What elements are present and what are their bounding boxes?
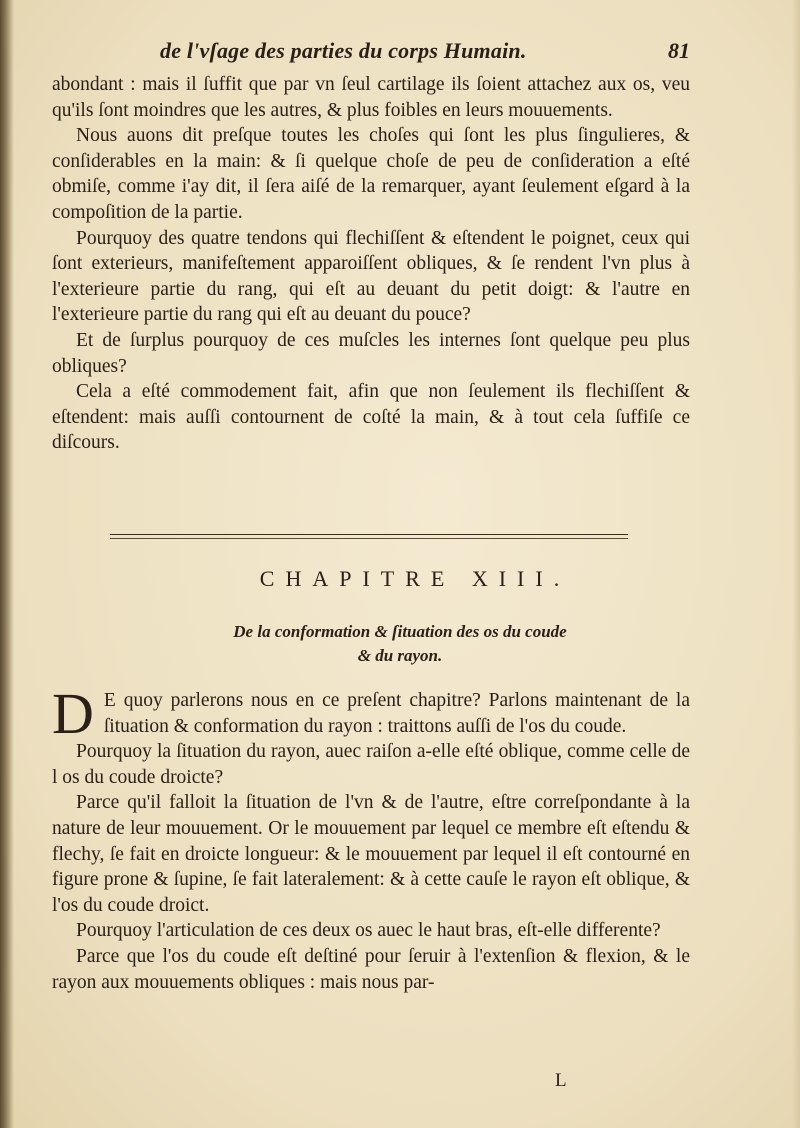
lower-text-block xyxy=(52,681,690,995)
paragraph: Pourquoy l'articulation de ces deux os auec le haut bras, eſt-elle differente? xyxy=(76,920,661,942)
paragraph: Parce que l'os du coude eſt deſtiné pour ſeruir à l'extenſion & flexion, & le rayon aux mouuements obliques : mais nous par- xyxy=(52,945,690,993)
upper-text-block xyxy=(52,72,690,456)
running-title: de l'vſage des parties du corps Humain. xyxy=(160,38,527,63)
page-number: 81 xyxy=(668,38,690,63)
paragraph: Pourquoy des quatre tendons qui flechiſſent & eſtendent le poignet, ceux qui ſont exterieurs, manifeſtement apparoiſſent obliques, & ſe rendent l'vn plus à l'exterieure partie du rang, qui eſt au deuant du petit doigt: & l'autre en l'exterieure partie du rang qui eſt au deuant du pouce? xyxy=(52,227,690,326)
binding-shadow xyxy=(0,0,14,1128)
chapter-subtitle-line: De la conformation & ſituation des os du coude xyxy=(233,622,567,641)
section-divider xyxy=(110,534,628,539)
drop-cap: D xyxy=(52,681,94,746)
paragraph: Pourquoy la ſituation du rayon, auec raiſon a-elle eſté oblique, comme celle de l os du coude droicte? xyxy=(52,741,690,788)
paragraph: abondant : mais il ſuffit que par vn ſeul cartilage ils ſoient attachez aux os, veu qu'ils ſont moindres que les autres, & plus foibles en leurs mouuements. xyxy=(52,74,690,121)
catchword: L xyxy=(555,1070,567,1091)
chapter-heading: CHAPITRE XIII. xyxy=(259,566,571,591)
paragraph: Parce qu'il falloit la ſituation de l'vn & de l'autre, eſtre correſpondante à la nature de leur mouuement. Or le mouuement par lequel ce membre eſt eſtendu & flechy, ſe fait en droicte longueur: & le mouuement par lequel il eſt contourné en figure prone & ſupine, ſe fait lateralement: & à cette cauſe le rayon eſt oblique, & l'os du coude droict. xyxy=(52,792,690,916)
page-edge xyxy=(792,0,800,1128)
chapter-subtitle xyxy=(60,620,740,668)
paragraph-text: E quoy parlerons nous en ce preſent chapitre? Parlons maintenant de la ſituation & conformation du rayon : traittons auſſi de l'os du coude. xyxy=(103,690,690,737)
paragraph: Cela a eſté commodement fait, afin que non ſeulement ils flechiſſent & eſtendent: mais auſſi contournent de coſté la main, & à tout cela ſuffiſe ce diſcours. xyxy=(52,381,690,454)
paragraph xyxy=(52,681,690,746)
chapter-subtitle-line: & du rayon. xyxy=(357,646,443,665)
paragraph: Et de ſurplus pourquoy de ces muſcles les internes ſont quelque peu plus obliques? xyxy=(52,329,690,377)
page-header xyxy=(52,38,690,68)
paragraph: Nous auons dit preſque toutes les choſes qui ſont les plus ſingulieres, & conſiderables en la main: & ſi quelque choſe de peu de conſideration a eſté obmiſe, comme i'ay dit, il ſera aiſé de la remarquer, ayant ſeulement eſgard à la compoſition de la partie. xyxy=(52,125,690,223)
